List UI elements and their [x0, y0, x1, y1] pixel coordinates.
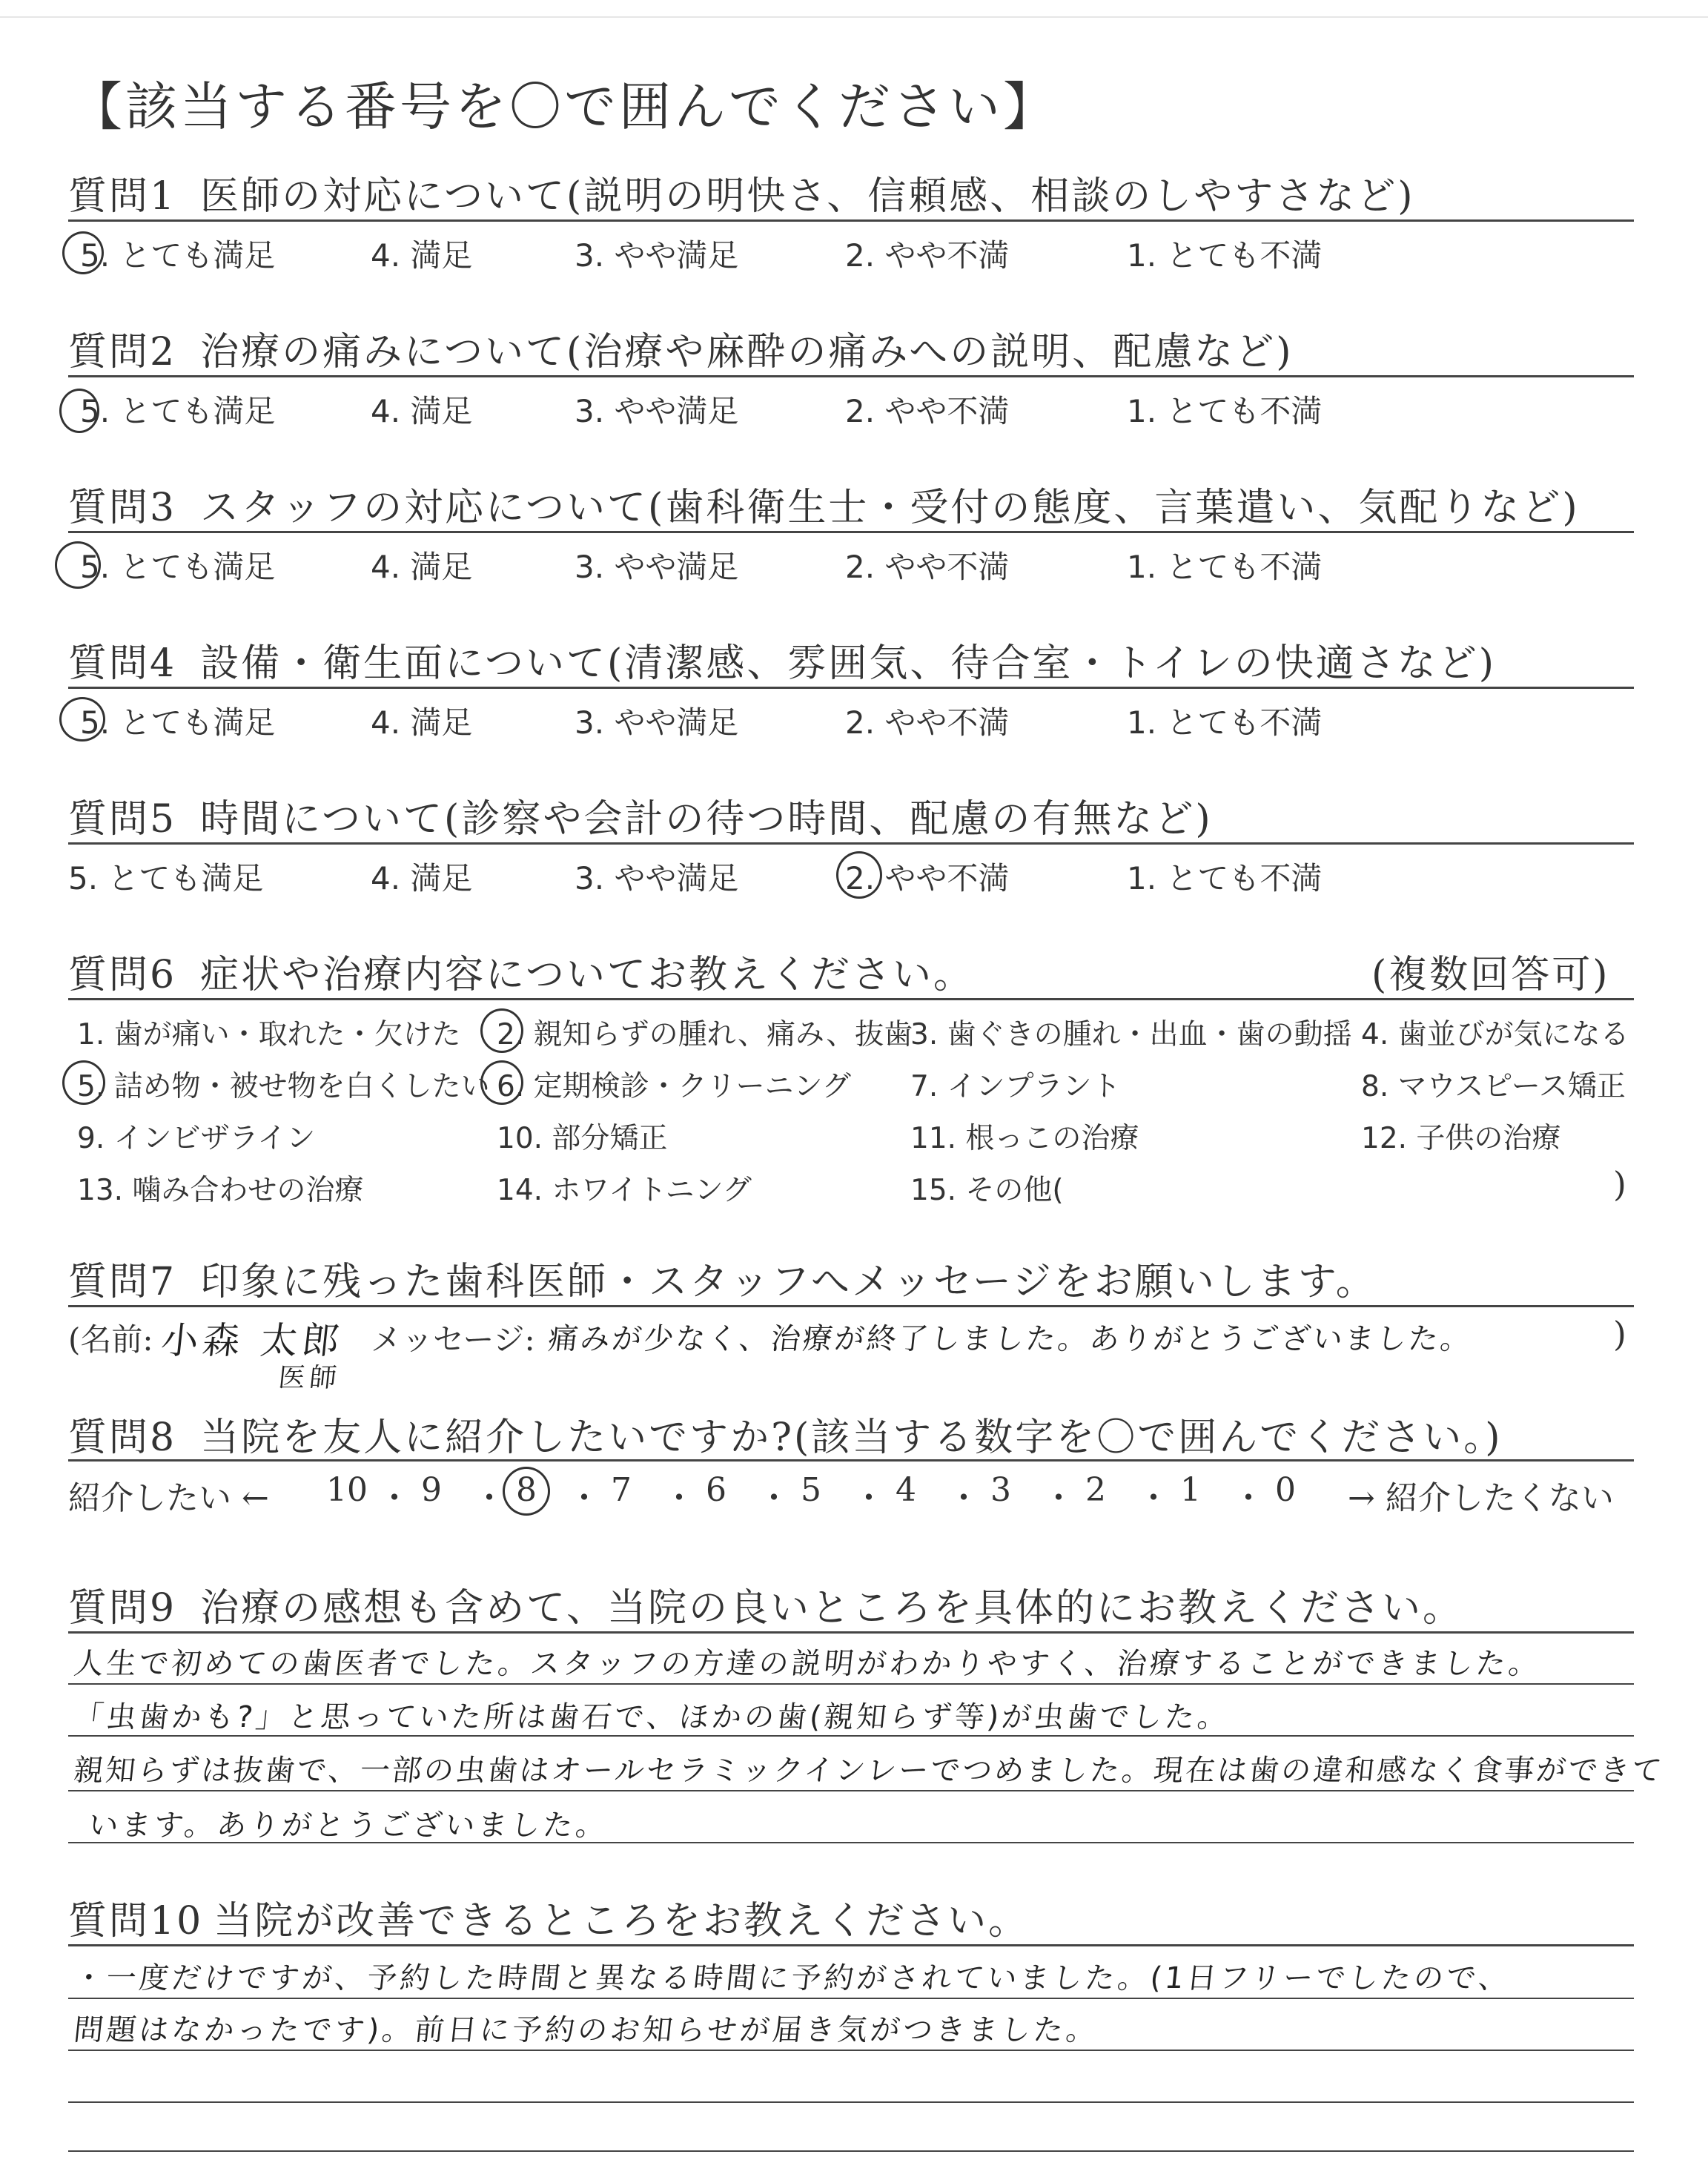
question-text: 治療の痛みについて(治療や麻酔の痛みへの説明、配慮など)	[200, 330, 1294, 374]
q2-option-1[interactable]: 1. とても不満	[1127, 393, 1323, 429]
q5-option-5[interactable]: 5. とても満足	[68, 860, 264, 896]
q6-item-15[interactable]: 15. その他(	[910, 1174, 1064, 1207]
question-number: 質問10	[68, 1899, 204, 1943]
scale-separator-dot: ・	[853, 1479, 885, 1517]
divider	[68, 2050, 1634, 2051]
q4-option-1[interactable]: 1. とても不満	[1127, 704, 1323, 741]
question-9-title	[68, 1576, 1463, 1632]
scale-separator-dot: ・	[378, 1479, 411, 1517]
q4-option-3[interactable]: 3. やや満足	[575, 704, 739, 741]
q6-item-1[interactable]: 1. 歯が痛い・取れた・欠けた	[77, 1018, 461, 1051]
question-6-title	[68, 943, 974, 999]
divider	[68, 1735, 1634, 1737]
divider	[68, 687, 1634, 689]
question-text: スタッフの対応について(歯科衛生士・受付の態度、言葉遣い、気配りなど)	[200, 486, 1580, 530]
divider	[68, 842, 1634, 845]
question-number: 質問9	[68, 1586, 177, 1631]
question-text: 治療の感想も含めて、当院の良いところを具体的にお教えください。	[200, 1586, 1464, 1631]
recommend-score-3[interactable]: 3	[990, 1471, 1011, 1509]
question-text: 設備・衛生面について(清潔感、雰囲気、待合室・トイレの快適さなど)	[200, 641, 1497, 686]
recommend-left-label: 紹介したい ←	[68, 1479, 269, 1517]
divider	[68, 219, 1634, 222]
recommend-score-2[interactable]: 2	[1085, 1471, 1106, 1509]
q1-option-5[interactable]: 5. とても満足	[80, 237, 276, 274]
q4-option-2[interactable]: 2. やや不満	[845, 704, 1010, 741]
recommend-score-7[interactable]: 7	[611, 1471, 632, 1509]
page-title: 【該当する番号を〇で囲んでください】	[70, 76, 1058, 137]
q6-item-7[interactable]: 7. インプラント	[910, 1070, 1121, 1103]
q4-option-4[interactable]: 4. 満足	[371, 704, 473, 741]
recommend-score-10[interactable]: 10	[326, 1471, 368, 1509]
selection-circle	[55, 541, 101, 589]
q10-line-2: 問題はなかったです)。前日に予約のお知らせが届き気がつきました。	[72, 2013, 1101, 2047]
scale-separator-dot: ・	[758, 1479, 790, 1517]
selection-circle	[59, 697, 105, 742]
question-number: 質問4	[68, 641, 177, 686]
divider	[68, 1998, 1634, 1999]
selection-circle	[480, 1008, 523, 1053]
message-value: 痛みが少なく、治療が終了しました。ありがとうございました。	[546, 1322, 1474, 1356]
question-number: 質問3	[68, 486, 177, 530]
recommend-score-5[interactable]: 5	[801, 1471, 821, 1509]
scale-separator-dot: ・	[1042, 1479, 1075, 1517]
question-7-title	[68, 1250, 1377, 1306]
question-number: 質問6	[68, 953, 177, 997]
question-8-title	[68, 1406, 1503, 1462]
q6-item-2[interactable]: 2. 親知らずの腫れ、痛み、抜歯	[497, 1018, 913, 1051]
q3-option-2[interactable]: 2. やや不満	[845, 549, 1010, 585]
q6-item-3[interactable]: 3. 歯ぐきの腫れ・出血・歯の動揺	[910, 1018, 1352, 1051]
scale-separator-dot: ・	[947, 1479, 980, 1517]
selection-circle	[62, 1060, 105, 1105]
question-text: 当院が改善できるところをお教えください。	[214, 1899, 1030, 1943]
q6-item-10[interactable]: 10. 部分矯正	[497, 1122, 668, 1155]
question-number: 質問8	[68, 1416, 177, 1460]
name-label: (名前:	[68, 1321, 153, 1358]
question-text: 当院を友人に紹介したいですか?(該当する数字を〇で囲んでください。)	[200, 1416, 1503, 1460]
scale-separator-dot: ・	[663, 1479, 695, 1517]
selection-circle	[503, 1467, 550, 1516]
message-label: メッセージ:	[371, 1321, 535, 1358]
selection-circle	[836, 851, 882, 899]
question-text: 症状や治療内容についてお教えください。	[200, 953, 975, 997]
question-5-title	[68, 787, 1213, 843]
scale-separator-dot: ・	[1232, 1479, 1265, 1517]
question-number: 質問7	[68, 1260, 177, 1304]
q6-item-8[interactable]: 8. マウスピース矯正	[1361, 1070, 1626, 1103]
question-text: 医師の対応について(説明の明快さ、信頼感、相談のしやすさなど)	[200, 174, 1415, 219]
divider	[68, 1459, 1634, 1462]
recommend-score-9[interactable]: 9	[421, 1471, 442, 1509]
q9-line-2: 「虫歯かも?」と思っていた所は歯石で、ほかの歯(親知らず等)が虫歯でした。	[72, 1700, 1232, 1734]
other-close-paren: )	[1613, 1164, 1626, 1204]
q1-option-3[interactable]: 3. やや満足	[575, 237, 739, 274]
scale-separator-dot: ・	[568, 1479, 600, 1517]
q3-option-3[interactable]: 3. やや満足	[575, 549, 739, 585]
q5-option-2[interactable]: 2. やや不満	[845, 860, 1010, 896]
recommend-score-0[interactable]: 0	[1275, 1471, 1296, 1509]
divider	[68, 531, 1634, 533]
multiple-answer-note: (複数回答可)	[1371, 953, 1610, 997]
q2-option-4[interactable]: 4. 満足	[371, 393, 473, 429]
q6-item-13[interactable]: 13. 噛み合わせの治療	[77, 1174, 364, 1207]
divider	[68, 1305, 1634, 1307]
q6-item-6[interactable]: 6. 定期検診・クリーニング	[497, 1070, 851, 1103]
divider	[68, 2101, 1634, 2103]
divider	[68, 1683, 1634, 1685]
q3-option-4[interactable]: 4. 満足	[371, 549, 473, 585]
selection-circle	[59, 389, 99, 433]
q1-option-4[interactable]: 4. 満足	[371, 237, 473, 274]
q5-option-1[interactable]: 1. とても不満	[1127, 860, 1323, 896]
divider	[68, 1631, 1634, 1634]
recommend-score-4[interactable]: 4	[896, 1471, 916, 1509]
divider	[68, 998, 1634, 1000]
q6-item-12[interactable]: 12. 子供の治療	[1361, 1122, 1561, 1155]
q9-line-3: 親知らずは抜歯で、一部の虫歯はオールセラミックインレーでつめました。現在は歯の違和感なく食事ができて	[72, 1754, 1666, 1788]
recommend-score-8[interactable]: 8	[516, 1471, 537, 1509]
q6-item-4[interactable]: 4. 歯並びが気になる	[1361, 1018, 1629, 1051]
recommend-score-1[interactable]: 1	[1180, 1471, 1201, 1509]
q1-option-1[interactable]: 1. とても不満	[1127, 237, 1323, 274]
question-4-title	[68, 632, 1496, 687]
divider	[68, 1790, 1634, 1791]
selection-circle	[480, 1060, 523, 1105]
divider	[68, 375, 1634, 377]
question-2-title	[68, 320, 1294, 376]
divider	[68, 1944, 1634, 1946]
question-text: 時間について(診察や会計の待つ時間、配慮の有無など)	[200, 797, 1213, 842]
name-value: 小森 太郎	[159, 1319, 346, 1362]
divider	[68, 1842, 1634, 1843]
selection-circle	[62, 231, 104, 274]
recommend-score-6[interactable]: 6	[706, 1471, 726, 1509]
q4-option-5[interactable]: 5. とても満足	[80, 704, 276, 741]
q9-line-4: います。ありがとうございました。	[87, 1809, 610, 1843]
message-close-paren: )	[1613, 1314, 1626, 1354]
question-number: 質問5	[68, 797, 177, 842]
name-sub: 医師	[277, 1363, 342, 1393]
page-top-edge	[0, 16, 1708, 22]
q10-line-1: ・一度だけですが、予約した時間と異なる時間に予約がされていました。(1日フリーでしたので、	[72, 1961, 1513, 1995]
q6-item-9[interactable]: 9. インビザライン	[77, 1122, 316, 1155]
q2-option-5[interactable]: 5. とても満足	[80, 393, 276, 429]
question-3-title	[68, 476, 1580, 532]
q3-option-1[interactable]: 1. とても不満	[1127, 549, 1323, 585]
scale-separator-dot: ・	[473, 1479, 506, 1517]
question-1-title	[68, 165, 1415, 220]
q6-item-11[interactable]: 11. 根っこの治療	[910, 1122, 1139, 1155]
q2-option-3[interactable]: 3. やや満足	[575, 393, 739, 429]
divider	[68, 2150, 1634, 2152]
scale-separator-dot: ・	[1137, 1479, 1170, 1517]
q6-item-14[interactable]: 14. ホワイトニング	[497, 1174, 752, 1207]
q2-option-2[interactable]: 2. やや不満	[845, 393, 1010, 429]
question-number: 質問1	[68, 174, 177, 219]
question-number: 質問2	[68, 330, 177, 374]
q1-option-2[interactable]: 2. やや不満	[845, 237, 1010, 274]
q3-option-5[interactable]: 5. とても満足	[80, 549, 276, 585]
q5-option-3[interactable]: 3. やや満足	[575, 860, 739, 896]
question-text: 印象に残った歯科医師・スタッフへメッセージをお願いします。	[200, 1260, 1377, 1304]
q5-option-4[interactable]: 4. 満足	[371, 860, 473, 896]
q6-item-5[interactable]: 5. 詰め物・被せ物を白くしたい	[77, 1070, 490, 1103]
question-10-title	[68, 1889, 1029, 1945]
recommend-right-label: → 紹介したくない	[1348, 1479, 1614, 1517]
q9-line-1: 人生で初めての歯医者でした。スタッフの方達の説明がわかりやすく、治療することができました。	[72, 1647, 1543, 1681]
